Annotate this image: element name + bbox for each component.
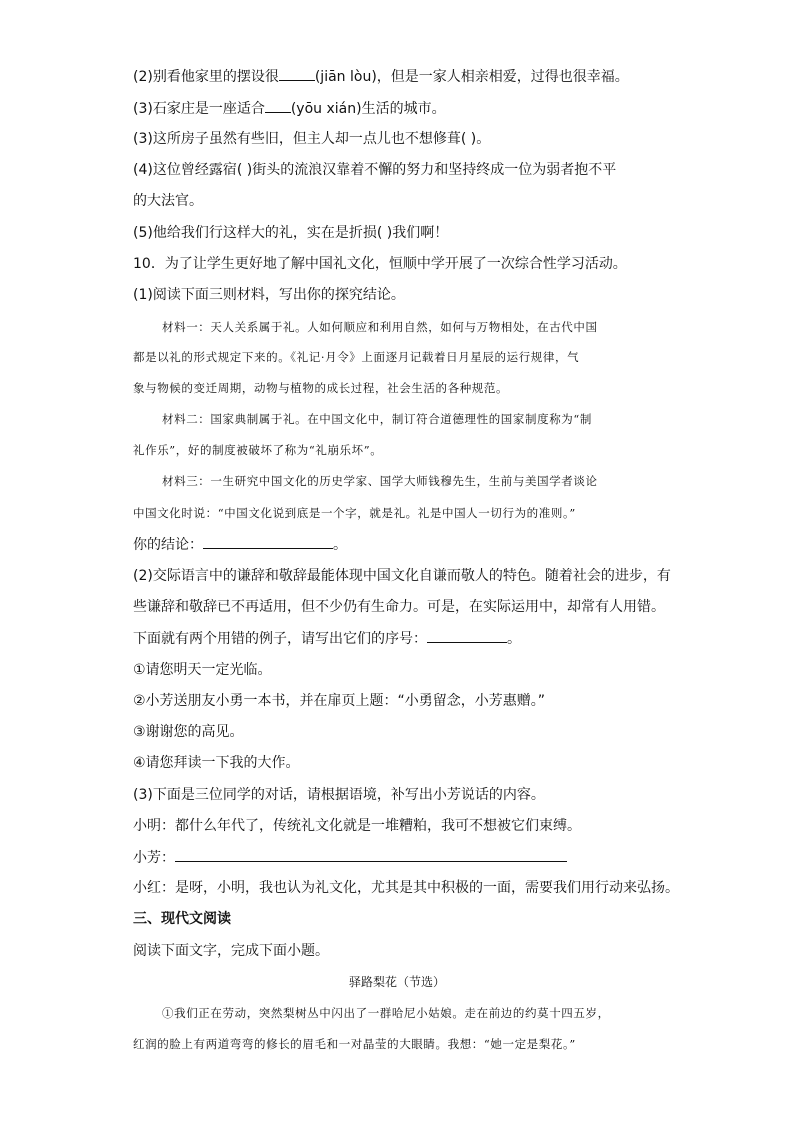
q10-part2-line-2: 些谦辞和敬辞已不再适用，但不少仍有生命力。可是，在实际运用中，却常有人用错。 [133,599,665,615]
answer-blank[interactable] [279,66,315,81]
q9-item-3b: (3)这所房子虽然有些旧，但主人却一点儿也不想修葺( )。 [133,131,491,147]
material-1-line-3: 象与物候的变迁周期，动物与植物的成长过程，社会生活的各种规范。 [133,381,509,395]
q10-part1-prompt: (1)阅读下面三则材料，写出你的探究结论。 [133,287,405,303]
q10-part3-prompt: (3)下面是三位同学的对话，请根据语境，补写出小芳说话的内容。 [133,787,545,803]
conclusion-blank[interactable] [203,534,333,549]
option-2: ②小芳送朋友小勇一本书，并在扉页上题：“小勇留念，小芳惠赠。” [133,693,546,709]
passage-para-1-line-1: ①我们正在劳动，突然梨树丛中闪出了一群哈尼小姑娘。走在前边的约莫十四五岁， [162,1006,610,1020]
option-4: ④请您拜读一下我的大作。 [133,755,300,771]
q9-item-2: (2)别看他家里的摆设很 (jiān lòu)，但是一家人相亲相爱，过得也很幸福。 [133,66,629,87]
q9-item-4-cont: 的大法官。 [133,193,203,209]
option-1: ①请您明天一定光临。 [133,662,272,678]
option-3: ③谢谢您的高见。 [133,724,244,740]
q9-item-4: (4)这位曾经露宿( )街头的流浪汉靠着不懈的努力和坚持终成一位为弱者抱不平 [133,162,617,178]
xiaofang-answer-blank[interactable] [175,847,567,862]
material-2-line-1: 材料二：国家典制属于礼。在中国文化中，制订符合道德理性的国家制度称为“制 [162,412,592,426]
passage-para-1-line-2: 红润的脸上有两道弯弯的修长的眉毛和一对晶莹的大眼睛。我想：“她一定是梨花。” [133,1037,576,1051]
dialogue-xiaofang: 小芳： [133,847,567,868]
material-1-line-1: 材料一：天人关系属于礼。人如何顺应和利用自然，如何与万物相处，在古代中国 [162,320,598,334]
material-3-line-2: 中国文化时说：“中国文化说到底是一个字，就是礼。礼是中国人一切行为的准则。” [133,506,576,520]
material-1-line-2: 都是以礼的形式规定下来的。《礼记·月令》上面逐月记载着日月星辰的运行规律，气 [133,350,580,364]
q10-intro: 10．为了让学生更好地了解中国礼文化，恒顺中学开展了一次综合性学习活动。 [133,256,627,272]
conclusion-line: 你的结论： 。 [133,534,347,555]
dialogue-xiaoming: 小明：都什么年代了，传统礼文化就是一堆糟粕，我可不想被它们束缚。 [133,818,581,834]
section-instruction: 阅读下面文字，完成下面小题。 [133,943,329,959]
material-3-line-1: 材料三：一生研究中国文化的历史学家、国学大师钱穆先生，生前与美国学者谈论 [162,474,598,488]
answer-blank[interactable] [265,98,291,113]
passage-title: 驿路梨花（节选） [348,975,445,989]
dialogue-xiaohong: 小红：是呀，小明，我也认为礼文化，尤其是其中积极的一面，需要我们用行动来弘扬。 [133,880,679,896]
q10-part2-line-1: (2)交际语言中的谦辞和敬辞最能体现中国文化自谦而敬人的特色。随着社会的进步，有 [133,568,671,584]
q9-item-5: (5)他给我们行这样大的礼，实在是折损( )我们啊！ [133,225,449,241]
section-heading: 三、现代文阅读 [133,911,231,927]
q10-part2-line-3: 下面就有两个用错的例子，请写出它们的序号： 。 [133,628,521,649]
q9-item-3: (3)石家庄是一座适合 (yōu xián)生活的城市。 [133,98,446,119]
sequence-blank[interactable] [427,628,507,643]
material-2-line-2: 礼作乐”，好的制度被破坏了称为“礼崩乐坏”。 [133,443,383,457]
